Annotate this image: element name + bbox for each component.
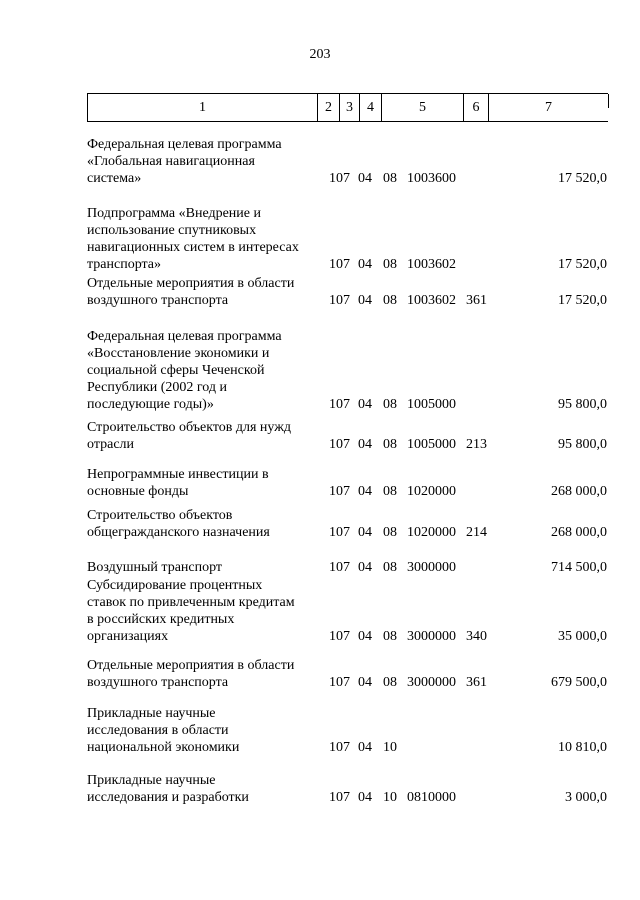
section-code: 04 bbox=[358, 484, 372, 499]
section-code: 04 bbox=[358, 790, 372, 805]
amount-value: 35 000,0 bbox=[558, 629, 607, 644]
row-description bbox=[87, 657, 327, 691]
subsection-code: 08 bbox=[383, 525, 397, 540]
table-row bbox=[87, 559, 607, 576]
header-col-3: 3 bbox=[340, 94, 360, 121]
description-line: организациях bbox=[87, 629, 169, 644]
description-line: Республики (2002 год и bbox=[87, 380, 227, 395]
ministry-code: 107 bbox=[329, 525, 350, 540]
subsection-code: 08 bbox=[383, 171, 397, 186]
amount-value: 17 520,0 bbox=[558, 293, 607, 308]
target-article-code: 0810000 bbox=[407, 790, 456, 805]
expense-type-code: 214 bbox=[466, 525, 487, 540]
target-article-code: 1003602 bbox=[407, 293, 456, 308]
section-code: 04 bbox=[358, 740, 372, 755]
ministry-code: 107 bbox=[329, 437, 350, 452]
amount-value: 268 000,0 bbox=[551, 525, 607, 540]
header-col-1: 1 bbox=[88, 94, 318, 121]
amount-value: 17 520,0 bbox=[558, 257, 607, 272]
section-code: 04 bbox=[358, 437, 372, 452]
description-line: Федеральная целевая программа bbox=[87, 329, 282, 344]
section-code: 04 bbox=[358, 257, 372, 272]
amount-value: 17 520,0 bbox=[558, 171, 607, 186]
description-line: ставок по привлеченным кредитам bbox=[87, 595, 295, 610]
expense-type-code: 361 bbox=[466, 675, 487, 690]
row-description bbox=[87, 328, 327, 413]
subsection-code: 08 bbox=[383, 397, 397, 412]
description-line: навигационных систем в интересах bbox=[87, 240, 299, 255]
target-article-code: 1003600 bbox=[407, 171, 456, 186]
ministry-code: 107 bbox=[329, 484, 350, 499]
description-line: «Восстановление экономики и bbox=[87, 346, 270, 361]
target-article-code: 3000000 bbox=[407, 675, 456, 690]
description-line: воздушного транспорта bbox=[87, 293, 229, 308]
row-description bbox=[87, 577, 327, 645]
target-article-code: 1005000 bbox=[407, 397, 456, 412]
description-line: общегражданского назначения bbox=[87, 525, 270, 540]
table-row bbox=[87, 705, 607, 756]
subsection-code: 10 bbox=[383, 790, 397, 805]
table-row bbox=[87, 136, 607, 187]
expense-type-code: 340 bbox=[466, 629, 487, 644]
amount-value: 679 500,0 bbox=[551, 675, 607, 690]
header-col-7: 7 bbox=[545, 100, 552, 115]
section-code: 04 bbox=[358, 560, 372, 575]
description-line: Прикладные научные bbox=[87, 773, 216, 788]
description-line: Федеральная целевая программа bbox=[87, 137, 282, 152]
description-line: Отдельные мероприятия в области bbox=[87, 276, 295, 291]
table-row bbox=[87, 275, 607, 309]
table-row bbox=[87, 205, 607, 273]
table-row bbox=[87, 772, 607, 806]
description-line: в российских кредитных bbox=[87, 612, 235, 627]
section-code: 04 bbox=[358, 397, 372, 412]
row-description bbox=[87, 419, 327, 453]
header-col-5: 5 bbox=[382, 94, 464, 121]
target-article-code: 1020000 bbox=[407, 525, 456, 540]
description-line: Воздушный транспорт bbox=[87, 560, 223, 575]
description-line: социальной сферы Чеченской bbox=[87, 363, 265, 378]
amount-value: 95 800,0 bbox=[558, 397, 607, 412]
description-line: Строительство объектов для нужд bbox=[87, 420, 292, 435]
description-line: исследования и разработки bbox=[87, 790, 249, 805]
ministry-code: 107 bbox=[329, 790, 350, 805]
description-line: воздушного транспорта bbox=[87, 675, 229, 690]
ministry-code: 107 bbox=[329, 257, 350, 272]
description-line: Строительство объектов bbox=[87, 508, 233, 523]
header-col-4: 4 bbox=[360, 94, 382, 121]
header-col-6: 6 bbox=[464, 94, 489, 121]
subsection-code: 08 bbox=[383, 257, 397, 272]
header-col-2: 2 bbox=[318, 94, 340, 121]
description-line: Прикладные научные bbox=[87, 706, 216, 721]
description-line: последующие годы)» bbox=[87, 397, 214, 412]
ministry-code: 107 bbox=[329, 740, 350, 755]
ministry-code: 107 bbox=[329, 675, 350, 690]
description-line: Субсидирование процентных bbox=[87, 578, 263, 593]
table-row bbox=[87, 466, 607, 500]
section-code: 04 bbox=[358, 525, 372, 540]
section-code: 04 bbox=[358, 171, 372, 186]
subsection-code: 08 bbox=[383, 484, 397, 499]
expense-type-code: 213 bbox=[466, 437, 487, 452]
table-row bbox=[87, 419, 607, 453]
description-line: «Глобальная навигационная bbox=[87, 154, 255, 169]
ministry-code: 107 bbox=[329, 293, 350, 308]
target-article-code: 3000000 bbox=[407, 629, 456, 644]
description-line: Непрограммные инвестиции в bbox=[87, 467, 269, 482]
table-row bbox=[87, 507, 607, 541]
description-line: использование спутниковых bbox=[87, 223, 257, 238]
page-number: 203 bbox=[309, 47, 331, 62]
amount-value: 95 800,0 bbox=[558, 437, 607, 452]
subsection-code: 08 bbox=[383, 675, 397, 690]
target-article-code: 3000000 bbox=[407, 560, 456, 575]
subsection-code: 08 bbox=[383, 560, 397, 575]
subsection-code: 08 bbox=[383, 293, 397, 308]
ministry-code: 107 bbox=[329, 560, 350, 575]
target-article-code: 1005000 bbox=[407, 437, 456, 452]
row-description bbox=[87, 275, 327, 309]
row-description bbox=[87, 466, 327, 500]
description-line: отрасли bbox=[87, 437, 135, 452]
subsection-code: 08 bbox=[383, 437, 397, 452]
row-description bbox=[87, 772, 327, 806]
description-line: национальной экономики bbox=[87, 740, 240, 755]
description-line: основные фонды bbox=[87, 484, 189, 499]
row-description bbox=[87, 507, 327, 541]
table-row bbox=[87, 328, 607, 413]
row-description bbox=[87, 205, 327, 273]
description-line: система» bbox=[87, 171, 142, 186]
description-line: Отдельные мероприятия в области bbox=[87, 658, 295, 673]
target-article-code: 1003602 bbox=[407, 257, 456, 272]
table-header bbox=[87, 93, 608, 122]
table-row bbox=[87, 657, 607, 691]
amount-value: 714 500,0 bbox=[551, 560, 607, 575]
subsection-code: 10 bbox=[383, 740, 397, 755]
ministry-code: 107 bbox=[329, 397, 350, 412]
ministry-code: 107 bbox=[329, 171, 350, 186]
section-code: 04 bbox=[358, 675, 372, 690]
header-edge-tick bbox=[608, 94, 609, 108]
section-code: 04 bbox=[358, 293, 372, 308]
expense-type-code: 361 bbox=[466, 293, 487, 308]
row-description bbox=[87, 559, 327, 576]
target-article-code: 1020000 bbox=[407, 484, 456, 499]
ministry-code: 107 bbox=[329, 629, 350, 644]
amount-value: 268 000,0 bbox=[551, 484, 607, 499]
amount-value: 3 000,0 bbox=[565, 790, 607, 805]
amount-value: 10 810,0 bbox=[558, 740, 607, 755]
description-line: Подпрограмма «Внедрение и bbox=[87, 206, 262, 221]
section-code: 04 bbox=[358, 629, 372, 644]
subsection-code: 08 bbox=[383, 629, 397, 644]
description-line: транспорта» bbox=[87, 257, 162, 272]
description-line: исследования в области bbox=[87, 723, 229, 738]
table-row bbox=[87, 577, 607, 645]
row-description bbox=[87, 136, 327, 187]
row-description bbox=[87, 705, 327, 756]
